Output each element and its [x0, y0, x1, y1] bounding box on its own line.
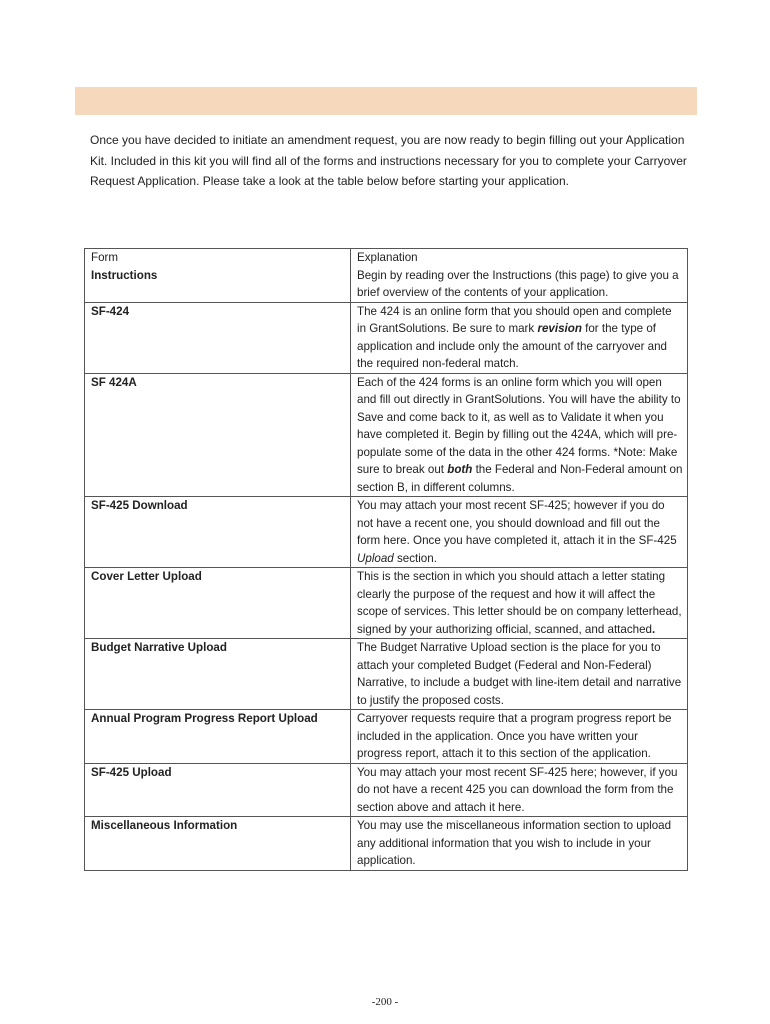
row-explanation: You may use the miscellaneous information section to upload any additional information that you wish to include in your application.	[351, 817, 688, 871]
row-form-cover-letter: Cover Letter Upload	[85, 568, 351, 639]
table-row	[85, 302, 688, 373]
row-form-misc-info: Miscellaneous Information	[85, 817, 351, 871]
row-form-sf424a: SF 424A	[85, 373, 351, 497]
header-form: Form	[85, 249, 351, 267]
section-banner	[75, 87, 697, 115]
table-row	[85, 267, 688, 303]
row-explanation: This is the section in which you should attach a letter stating clearly the purpose of the request and how it will affect the scope of services. This letter should be on company letterhead, signed by your authorizing official, scanned, and attached.	[351, 568, 688, 639]
table-row	[85, 568, 688, 639]
row-explanation: You may attach your most recent SF-425 here; however, if you do not have a recent 425 you can download the form from the section above and attach it here.	[351, 763, 688, 817]
application-kit-table	[84, 248, 688, 871]
intro-paragraph: Once you have decided to initiate an amendment request, you are now ready to begin filling out your Application Kit. Included in this kit you will find all of the forms and instructions necessary for you to complete your Carryover Request Application. Please take a look at the table below before starting your application.	[90, 133, 687, 188]
table-row	[85, 763, 688, 817]
table-row	[85, 639, 688, 710]
row-form-budget-narrative: Budget Narrative Upload	[85, 639, 351, 710]
header-explanation: Explanation	[351, 249, 688, 267]
row-explanation: Carryover requests require that a program progress report be included in the application. Once you have written your progress report, attach it to this section of the application.	[351, 710, 688, 764]
table-row	[85, 497, 688, 568]
row-form-sf425-download: SF-425 Download	[85, 497, 351, 568]
row-explanation: The Budget Narrative Upload section is the place for you to attach your completed Budget (Federal and Non-Federal) Narrative, to include a budget with line-item detail and narrative to justify the proposed costs.	[351, 639, 688, 710]
row-form-progress-report: Annual Program Progress Report Upload	[85, 710, 351, 764]
row-form-instructions: Instructions	[85, 267, 351, 303]
table-row	[85, 373, 688, 497]
row-explanation: Each of the 424 forms is an online form which you will open and fill out directly in GrantSolutions. You will have the ability to Save and come back to it, as well as to Validate it when you have completed it. Begin by filling out the 424A, which will pre-populate some of the data in the other 424 forms. *Note: Make sure to break out both the Federal and Non-Federal amount on section B, in different columns.	[351, 373, 688, 497]
page-number: -200 -	[371, 996, 399, 1008]
row-explanation: You may attach your most recent SF-425; however if you do not have a recent one, you should download and fill out the form here. Once you have completed it, attach it in the SF-425 Upload section.	[351, 497, 688, 568]
row-form-sf424: SF-424	[85, 302, 351, 373]
row-explanation: Begin by reading over the Instructions (this page) to give you a brief overview of the contents of your application.	[351, 267, 688, 303]
row-explanation: The 424 is an online form that you should open and complete in GrantSolutions. Be sure to mark revision for the type of application and include only the amount of the carryover and the required non-federal match.	[351, 302, 688, 373]
table-row	[85, 817, 688, 871]
row-form-sf425-upload: SF-425 Upload	[85, 763, 351, 817]
table-header-row	[85, 249, 688, 267]
table-row	[85, 710, 688, 764]
